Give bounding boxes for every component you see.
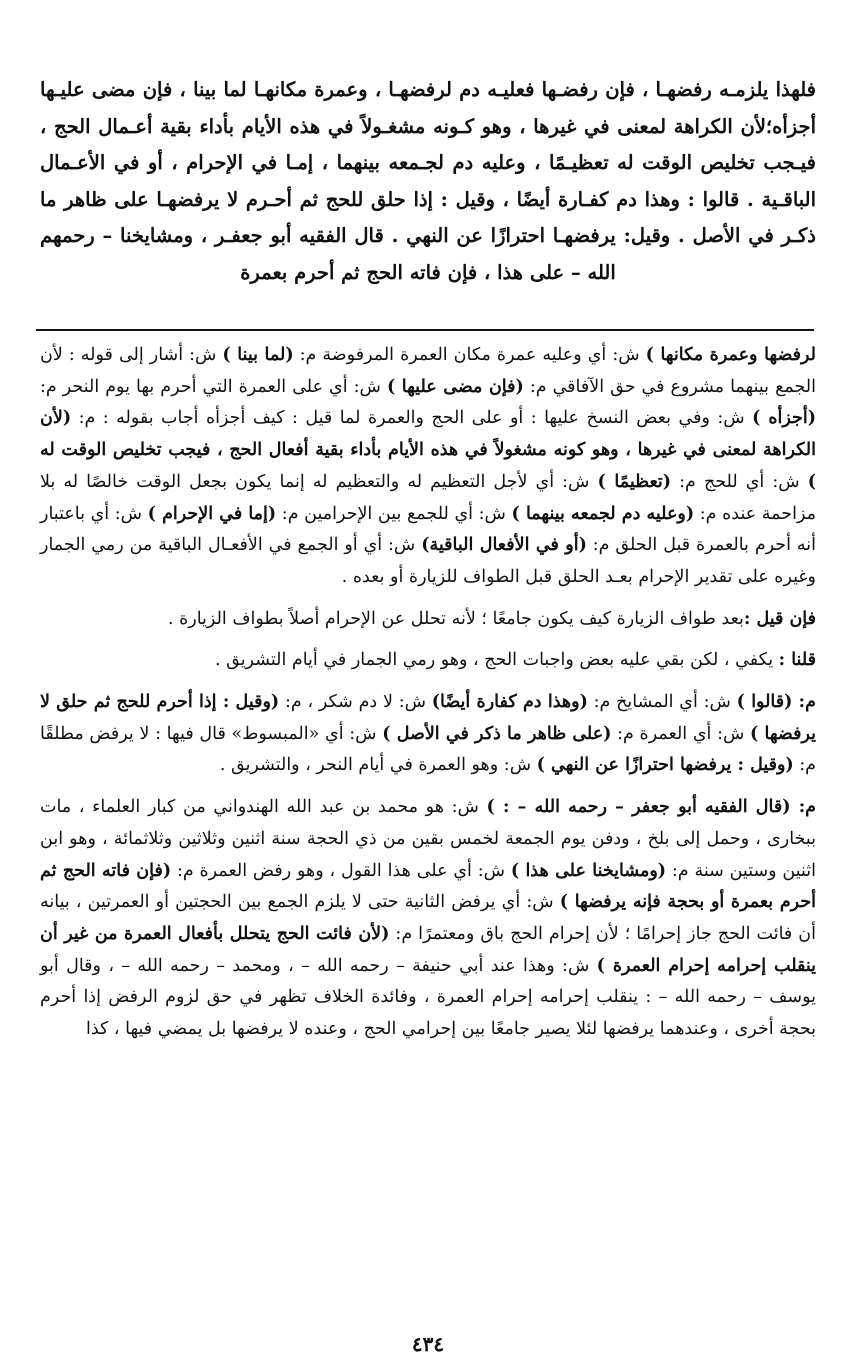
- quoted-text-segment: (لما بينا ): [222, 345, 294, 365]
- commentary-paragraph: [40, 604, 816, 636]
- commentary-text-segment: ش: أي للحج م:: [671, 471, 808, 492]
- divider-line: [36, 329, 814, 331]
- commentary-text-segment: يكفي ، لكن بقي عليه بعض واجبات الحج ، وهو رمي الجمار في أيام التشريق .: [214, 650, 779, 671]
- quoted-text-segment: م: (قال الفقيه أبو جعفر – رحمه الله – : ): [486, 797, 816, 818]
- quoted-text-segment: (فإن فاته الحج ثم أحرم بعمرة أو بحجة فإنه يرفضها ): [40, 860, 816, 913]
- commentary-text-segment: ش: أي المشايخ م:: [587, 692, 737, 713]
- quoted-text-segment: (أو في الأفعال الباقية): [421, 535, 587, 556]
- quoted-text-segment: (فإن مضى عليها ): [386, 376, 524, 397]
- quoted-text-segment: فإن قيل :: [743, 608, 816, 629]
- commentary-section: [40, 340, 816, 1046]
- commentary-text-segment: ش: أي باعتبار أنه أحرم بالعمرة قبل الحلق م:: [40, 503, 817, 556]
- quoted-text-segment: لرفضها وعمرة مكانها ): [645, 345, 816, 365]
- commentary-text-segment: ش: أي على العمرة التي أحرم بها يوم النحر م:: [40, 376, 387, 397]
- commentary-text-segment: ش: أشار إلى قوله : لأن الجمع بينهما مشروع في حق الآفاقي م:: [40, 345, 816, 397]
- commentary-text-segment: ش: لا دم شكر ، م:: [279, 692, 432, 713]
- commentary-paragraph: [40, 645, 816, 677]
- commentary-text-segment: ش: وهذا عند أبي حنيفة – رحمه الله – ، ومحمد – رحمه الله – ، وقال أبو يوسف – رحمه الله – : ينقلب إحرامه إحرام العمرة ، وفائدة الخلاف تظهر في حق لزوم الرفض إذا أحرم بحجة أخرى ، وعندهما يرفضها لئلا يصير جامعًا بين إحرامي الحج ، وعنده لا يرفضها بل يمضي فيها ، كذا: [40, 955, 816, 1040]
- quoted-text-segment: (لأن فائت الحج يتحلل بأفعال العمرة من غير أن ينقلب إحرامه إحرام العمرة ): [40, 923, 816, 976]
- page-number: ٤٣٤: [411, 1332, 445, 1356]
- commentary-text-segment: ش: هو محمد بن عبد الله الهندواني من كبار العلماء ، مات ببخارى ، وحمل إلى بلخ ، ودفن يوم الجمعة لخمس بقين من ذي الحجة سنة اثنين وثلاثين وثلاثمائة ، وهو ابن اثنين وستين سنة م:: [40, 797, 817, 881]
- quoted-text-segment: (ومشايخنا على هذا ): [510, 860, 667, 881]
- commentary-text-segment: ش: أي العمرة م:: [611, 723, 751, 744]
- matn-text: فلهذا يلزمـه رفضهـا ، فإن رفضـها فعليـه دم لرفضهـا ، وعمرة مكانهـا لما بينا ، فإن مضى عليـها أجزأه؛لأن الكراهة لمعنى في غيرها ، وهو كـونه مشغـولاً في هذه الأيام بأداء بقية أعـمال الحج ، فيـجب تخليص الوقت له تعظيـمًا ، وعليه دم لجـمعه بينهما ، إمـا في الإحرام ، أو في الأعـمال الباقـية . قالوا : وهذا دم كفـارة أيضًا ، وقيل : إذا حلق للحج ثم أحـرم لا يرفضهـا على ظاهر ما ذكـر في الأصل . وقيل: يرفضهـا احترازًا عن النهي . قال الفقيه أبو جعفـر ، ومشايخنا – رحمهم الله – على هذا ، فإن فاته الحج ثم أحرم بعمرة: [40, 78, 816, 284]
- quoted-text-segment: م: (قالوا ): [736, 692, 816, 713]
- quoted-text-segment: (إما في الإحرام ): [147, 503, 277, 524]
- quoted-text-segment: (وقيل : يرفضها احترازًا عن النهي ): [536, 755, 794, 776]
- commentary-text-segment: ش: أي على هذا القول ، وهو رفض العمرة م:: [171, 860, 511, 881]
- commentary-text-segment: ش: أي يرفض الثانية حتى لا يلزم الجمع بين الحجتين أو العمرتين ، بيانه أن فائت الحج جاز إحرامًا ؛ لأن إحرام الحج باق ومعتمرًا م:: [40, 892, 816, 944]
- commentary-text-segment: ش: أي لأجل التعظيم له والتعظيم له إنما يكون بجعل الوقت خالصًا له بلا مزاحمة عنده م:: [40, 471, 817, 524]
- commentary-text-segment: ش: أي وعليه عمرة مكان العمرة المرفوضة م:: [293, 345, 646, 365]
- quoted-text-segment: قلنا :: [778, 650, 816, 671]
- quoted-text-segment: (على ظاهر ما ذكر في الأصل ): [382, 723, 612, 744]
- quoted-text-segment: (لأن الكراهة لمعنى في غيرها ، وهو كونه مشغولاً في هذه الأيام بأداء بقية أفعال الحج ، فيجب تخليص الوقت له ): [40, 408, 816, 492]
- commentary-text-segment: ش: وفي بعض النسخ عليها : أو على الحج والعمرة لما قيل : كيف أجزأه أجاب بقوله : م:: [71, 408, 753, 429]
- commentary-paragraph: [40, 792, 816, 1046]
- commentary-paragraph: [40, 340, 816, 594]
- commentary-text-segment: ش: وهو العمرة في أيام النحر ، والتشريق .: [219, 755, 537, 776]
- commentary-text-segment: ش: أي للجمع بين الإحرامين م:: [276, 503, 512, 524]
- quoted-text-segment: (تعظيمًا ): [597, 471, 672, 492]
- commentary-text-segment: ش: أي «المبسوط» قال فيها : لا يرفض مطلقًا م:: [40, 723, 816, 776]
- quoted-text-segment: (وهذا دم كفارة أيضًا): [431, 692, 588, 713]
- quoted-text-segment: (وقيل : إذا أحرم للحج ثم حلق لا يرفضها ): [40, 692, 816, 744]
- quoted-text-segment: (وعليه دم لجمعه بينهما ): [511, 503, 695, 524]
- quoted-text-segment: (أجزأه ): [752, 408, 816, 429]
- commentary-paragraph: [40, 687, 816, 782]
- commentary-text-segment: ش: أي أو الجمع في الأفعـال الباقية من رمي الجمار وغيره على تقدير الإحرام بعـد الحلق قبل الطواف للزيارة أو بعده .: [40, 535, 816, 587]
- commentary-text-segment: بعد طواف الزيارة كيف يكون جامعًا ؛ لأنه تحلل عن الإحرام أصلاً بطواف الزيارة .: [167, 608, 744, 629]
